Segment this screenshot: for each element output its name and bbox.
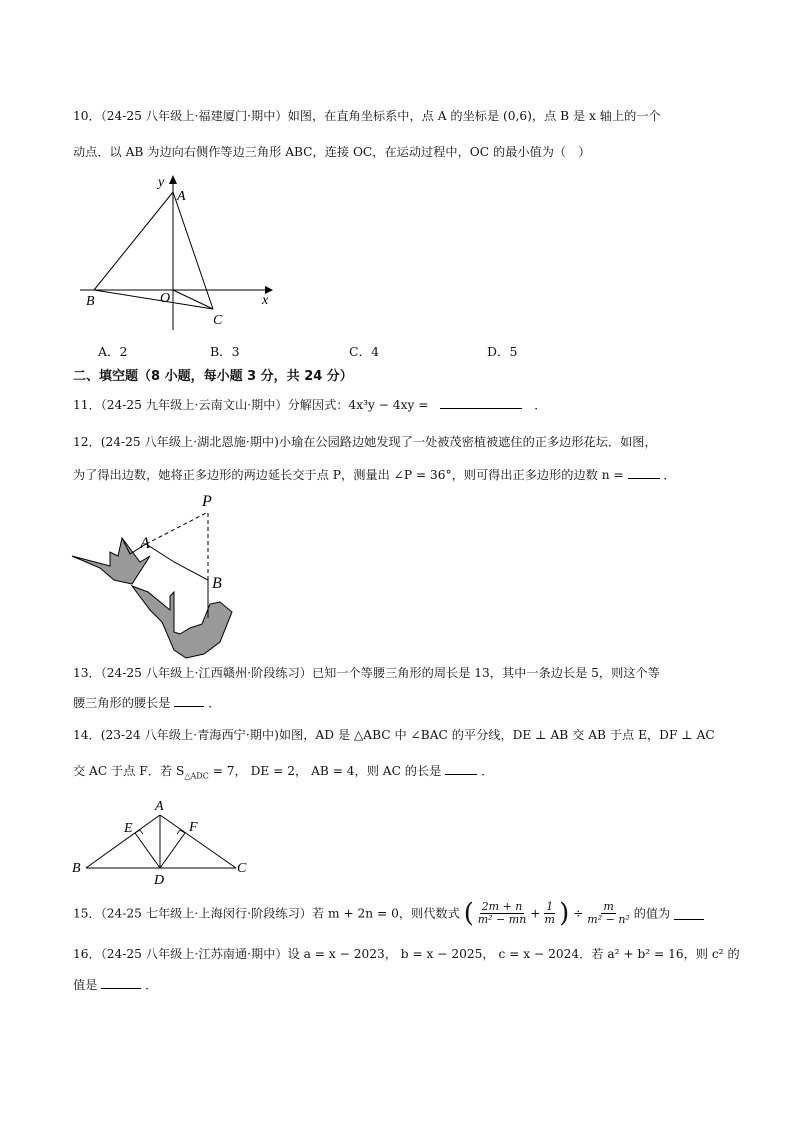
q10-line1: 10．（24-25 八年级上·福建厦门·期中）如图，在直角坐标系中，点 A 的坐标是 (0,6)，点 B 是 x 轴上的一个 xyxy=(73,109,661,123)
vegetation-shape-bottom xyxy=(132,586,232,658)
q15-divide: ÷ xyxy=(573,906,584,921)
q15 xyxy=(73,896,723,930)
label-b: B xyxy=(72,861,81,876)
q16-line2 xyxy=(73,976,723,994)
label-d: D xyxy=(154,873,165,888)
q15-fraction-3 xyxy=(587,901,630,926)
section-fill-in-heading: 二、填空题（8 小题，每小题 3 分，共 24 分） xyxy=(73,369,353,384)
y-axis-arrow xyxy=(169,175,177,184)
q14-line2b: = 7， DE = 2， AB = 4，则 AC 的长是 xyxy=(208,764,442,778)
q10-figure xyxy=(80,172,280,332)
q15-f2-denominator: m xyxy=(544,913,555,926)
q14-figure xyxy=(70,798,250,888)
q14-line1: 14．(23-24 八年级上·青海西宁·期中)如图，AD 是 △ABC 中 ∠BAC 的平分线，DE ⊥ AB 交 AB 于点 E，DF ⊥ AC xyxy=(73,728,715,742)
label-a: A xyxy=(177,189,186,204)
q12-figure xyxy=(70,492,240,662)
q15-fraction-2 xyxy=(544,901,555,926)
q15-f2-numerator: 1 xyxy=(546,900,554,913)
label-a: A xyxy=(155,799,164,814)
label-e: E xyxy=(124,821,133,836)
segment-de xyxy=(135,833,160,868)
q15-f3-denominator: m² − n² xyxy=(587,913,630,926)
q12-end: ． xyxy=(663,468,676,482)
q15-prefix: 15．（24-25 七年级上·上海闵行·阶段练习）若 m + 2n = 0，则代数式 xyxy=(73,906,460,921)
q12-answer-blank[interactable] xyxy=(628,466,660,479)
segment-bc xyxy=(94,290,213,309)
q14-line2 xyxy=(73,762,723,785)
extension-a-p xyxy=(146,512,208,544)
q12-line1: 12．(24-25 八年级上·湖北恩施·期中)小瑜在公园路边她发现了一处被茂密植被遮住的正多边形花坛．如图， xyxy=(73,435,657,449)
q11-end: ． xyxy=(534,398,547,412)
q12-line2 xyxy=(73,466,723,484)
label-c: C xyxy=(237,861,247,876)
label-p: P xyxy=(202,493,212,510)
label-x: x xyxy=(262,293,269,308)
q13-answer-blank[interactable] xyxy=(174,694,204,707)
q10-option-a: A．2 xyxy=(98,344,128,359)
segment-ac xyxy=(173,192,213,309)
q10-line2: 动点．以 AB 为边向右侧作等边三角形 ABC，连接 OC，在运动过程中，OC 的最小值为（ ） xyxy=(73,145,591,159)
vegetation-shape-left xyxy=(72,538,150,584)
q13-end: ． xyxy=(208,696,221,710)
label-c: C xyxy=(213,313,223,328)
q11-answer-blank[interactable] xyxy=(440,396,522,409)
q14-answer-blank[interactable] xyxy=(445,762,477,775)
q10-option-b: B．3 xyxy=(210,344,240,359)
right-angle-f xyxy=(177,830,185,834)
q15-fraction-1 xyxy=(478,901,527,926)
segment-ab xyxy=(86,815,160,868)
right-angle-e xyxy=(135,830,143,834)
q14-area-subscript: △ADC xyxy=(184,771,209,781)
label-f: F xyxy=(189,820,198,835)
q15-right-paren: ) xyxy=(559,898,570,929)
segment-ab xyxy=(94,192,173,290)
q13-line2-text: 腰三角形的腰长是 xyxy=(73,696,171,710)
q16-line1: 16．（24-25 八年级上·江苏南通·期中）设 a = x − 2023， b = x − 2025， c = x − 2024．若 a² + b² = 16，则 c² 的 xyxy=(73,947,740,961)
q11 xyxy=(73,396,723,414)
label-b: B xyxy=(212,575,222,592)
segment-df xyxy=(160,833,185,868)
label-y: y xyxy=(158,175,165,190)
q16-answer-blank[interactable] xyxy=(101,976,141,989)
q13-line2 xyxy=(73,694,723,712)
q10-option-d: D．5 xyxy=(487,344,518,359)
q15-plus: + xyxy=(530,906,541,921)
q16-line2-text: 值是 xyxy=(73,978,98,992)
q15-f3-numerator: m xyxy=(603,900,614,913)
q13-line1: 13．（24-25 八年级上·江西赣州·阶段练习）已知一个等腰三角形的周长是 13，其中一条边长是 5，则这个等 xyxy=(73,666,660,680)
q14-line2a: 交 AC 于点 F．若 S xyxy=(73,764,185,778)
q10-option-c: C．4 xyxy=(349,344,380,359)
q15-f1-numerator: 2m + n xyxy=(481,900,523,913)
q14-end: ． xyxy=(481,764,494,778)
q12-line2-text: 为了得出边数，她将正多边形的两边延长交于点 P，测量出 ∠P = 36°，则可得出正多边形的边数 n = xyxy=(73,468,624,482)
q11-text: 11．（24-25 九年级上·云南文山·期中）分解因式：4x³y − 4xy = xyxy=(73,398,429,412)
q15-f1-denominator: m² − mn xyxy=(477,913,527,926)
label-b: B xyxy=(86,294,95,309)
label-a: A xyxy=(140,535,150,552)
q16-end: ． xyxy=(145,978,158,992)
q15-suffix: 的值为 xyxy=(633,906,671,921)
q15-answer-blank[interactable] xyxy=(674,907,704,920)
q15-left-paren: ( xyxy=(463,898,474,929)
segment-ac xyxy=(160,815,236,868)
label-o: O xyxy=(160,291,171,306)
